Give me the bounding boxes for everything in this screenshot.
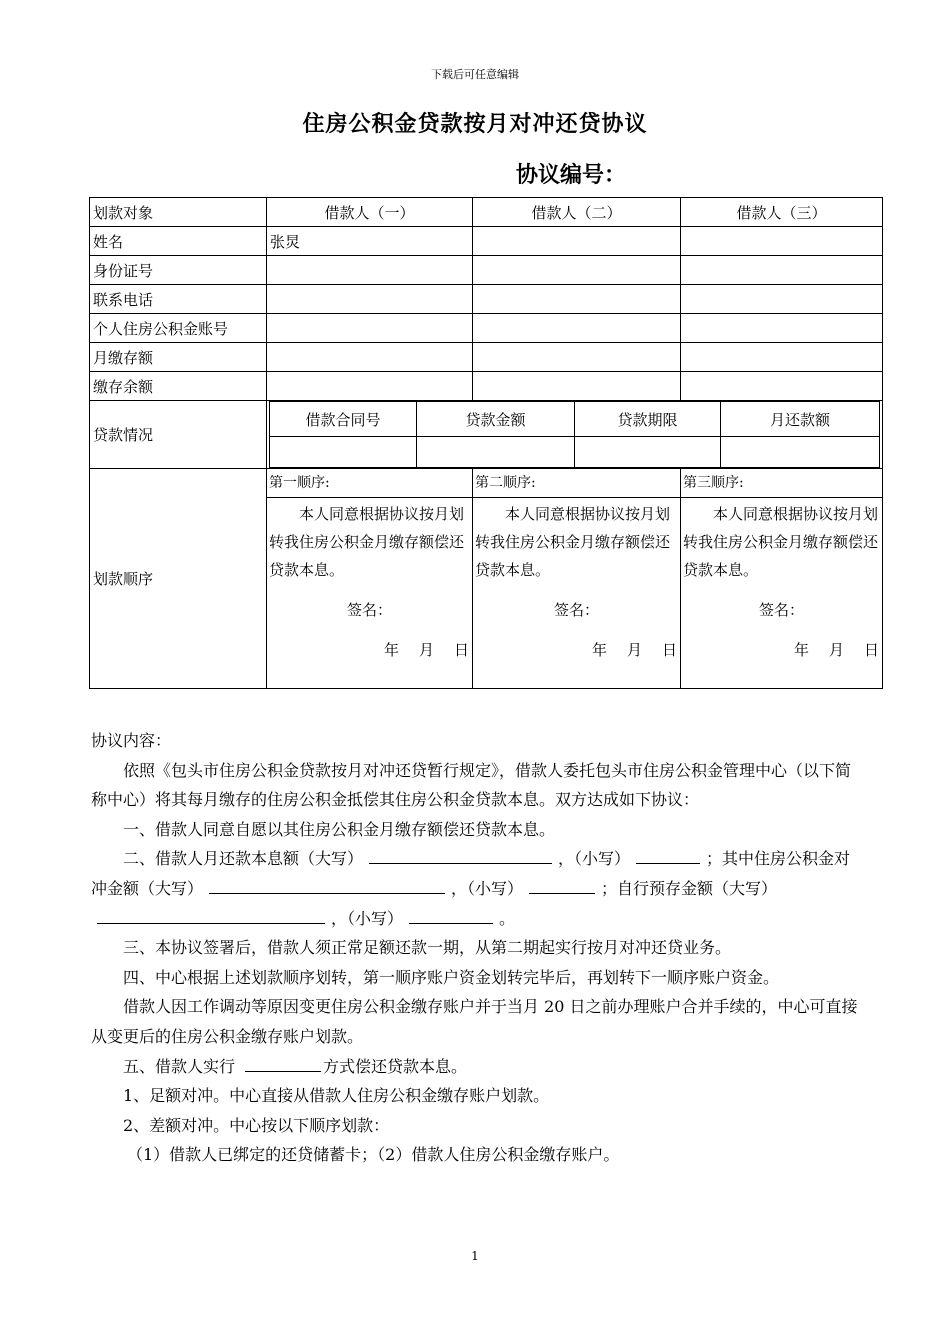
order-2-head: 第二顺序: — [473, 469, 680, 498]
loan-header-contract-no: 借款合同号 — [270, 402, 417, 437]
header-note: 下载后可任意编辑 — [431, 68, 519, 81]
row-label-account: 个人住房公积金账号 — [90, 314, 267, 343]
loan-header-amount: 贷款金额 — [417, 402, 575, 437]
row-label-phone: 联系电话 — [90, 285, 267, 314]
loan-details — [267, 401, 883, 469]
table-row — [90, 372, 883, 401]
order-2 — [473, 469, 681, 689]
col-header-target: 划款对象 — [90, 198, 267, 227]
borrower-2-id[interactable] — [473, 256, 681, 285]
order-1-date[interactable]: 年 月 日 — [383, 641, 469, 659]
order-3-text: 本人同意根据协议按月划转我住房公积金月缴存额偿还贷款本息。 — [683, 505, 879, 579]
borrower-table — [89, 197, 883, 689]
borrower-2-phone[interactable] — [473, 285, 681, 314]
borrower-2-account[interactable] — [473, 314, 681, 343]
table-row — [90, 343, 883, 372]
self-deposit-lower-blank[interactable] — [409, 907, 493, 924]
borrower-2-monthly-deposit[interactable] — [473, 343, 681, 372]
borrower-2-header: 借款人（二） — [473, 198, 681, 227]
order-2-text: 本人同意根据协议按月划转我住房公积金月缴存额偿还贷款本息。 — [475, 505, 671, 579]
borrower-3-balance[interactable] — [681, 372, 883, 401]
order-1-signature[interactable]: 签名： — [346, 601, 392, 619]
loan-contract-no-input[interactable] — [270, 437, 417, 468]
row-label-id: 身份证号 — [90, 256, 267, 285]
row-label-name: 姓名 — [90, 227, 267, 256]
loan-amount-input[interactable] — [417, 437, 575, 468]
borrower-3-id[interactable] — [681, 256, 883, 285]
borrower-1-phone[interactable] — [267, 285, 473, 314]
content-paragraph-2: 一、借款人同意自愿以其住房公积金月缴存额偿还贷款本息。 — [123, 819, 556, 839]
order-2-signature[interactable]: 签名： — [553, 601, 599, 619]
order-3-date[interactable]: 年 月 日 — [793, 641, 879, 659]
loan-term-input[interactable] — [575, 437, 721, 468]
loan-header-term: 贷款期限 — [575, 402, 721, 437]
row-label-order: 划款顺序 — [90, 469, 267, 689]
content-paragraph-8: 1、足额对冲。中心直接从借款人住房公积金缴存账户划款。 — [123, 1086, 550, 1106]
page-number: 1 — [471, 1249, 479, 1263]
borrower-1-header: 借款人（一） — [267, 198, 473, 227]
agreement-content — [91, 726, 859, 1170]
table-row — [90, 314, 883, 343]
borrower-3-account[interactable] — [681, 314, 883, 343]
borrower-3-monthly-deposit[interactable] — [681, 343, 883, 372]
row-label-monthly-deposit: 月缴存额 — [90, 343, 267, 372]
loan-monthly-payment-input[interactable] — [721, 437, 880, 468]
content-paragraph-5: 四、中心根据上述划款顺序划转，第一顺序账户资金划转完毕后，再划转下一顺序账户资金。 — [123, 967, 780, 987]
table-row — [90, 227, 883, 256]
content-heading: 协议内容： — [91, 731, 172, 750]
loan-header-monthly-payment: 月还款额 — [721, 402, 880, 437]
order-3 — [681, 469, 883, 689]
order-1-text: 本人同意根据协议按月划转我住房公积金月缴存额偿还贷款本息。 — [269, 505, 465, 579]
content-paragraph-4: 三、本协议签署后，借款人须正常足额还款一期，从第二期起实行按月对冲还贷业务。 — [123, 938, 732, 958]
document-title: 住房公积金贷款按月对冲还贷协议 — [302, 111, 648, 137]
content-paragraph-9: 2、差额对冲。中心按以下顺序划款： — [123, 1115, 390, 1135]
borrower-1-id[interactable] — [267, 256, 473, 285]
table-row — [90, 285, 883, 314]
borrower-3-name[interactable] — [681, 227, 883, 256]
borrower-2-balance[interactable] — [473, 372, 681, 401]
borrower-1-name[interactable]: 张炅 — [267, 227, 473, 256]
repayment-total-upper-blank[interactable] — [369, 847, 552, 864]
borrower-3-header: 借款人（三） — [681, 198, 883, 227]
order-3-head: 第三顺序: — [681, 469, 882, 498]
borrower-1-balance[interactable] — [267, 372, 473, 401]
order-2-date[interactable]: 年 月 日 — [591, 641, 677, 659]
order-3-signature[interactable]: 签名： — [758, 601, 804, 619]
content-paragraph-7: 五、借款人实行 方式偿还贷款本息。 — [123, 1056, 468, 1076]
borrower-1-account[interactable] — [267, 314, 473, 343]
content-paragraph-10: （1）借款人已绑定的还贷储蓄卡；（2）借款人住房公积金缴存账户。 — [127, 1145, 620, 1165]
content-paragraph-6: 借款人因工作调动等原因变更住房公积金缴存账户并于当月 20 日之前办理账户合并手续的，中心可直接从变更后的住房公积金缴存账户划款。 — [91, 997, 858, 1046]
borrower-1-monthly-deposit[interactable] — [267, 343, 473, 372]
table-row — [90, 256, 883, 285]
row-label-balance: 缴存余额 — [90, 372, 267, 401]
content-paragraph-3: 二、借款人月还款本息额（大写） ，（小写） ；其中住房公积金对冲金额（大写） ，（小写） ；自行预存金额（大写），（小写） 。 — [91, 849, 851, 928]
offset-amount-upper-blank[interactable] — [209, 877, 445, 894]
order-1 — [267, 469, 473, 689]
repayment-method-blank[interactable] — [245, 1055, 321, 1072]
self-deposit-upper-blank[interactable] — [97, 907, 325, 924]
order-1-head: 第一顺序: — [267, 469, 472, 498]
agreement-number-label: 协议编号： — [516, 162, 627, 188]
repayment-total-lower-blank[interactable] — [636, 847, 700, 864]
offset-amount-lower-blank[interactable] — [529, 877, 595, 894]
borrower-2-name[interactable] — [473, 227, 681, 256]
content-paragraph-1: 依照《包头市住房公积金贷款按月对冲还贷暂行规定》，借款人委托包头市住房公积金管理中心（以下简称中心）将其每月缴存的住房公积金抵偿其住房公积金贷款本息。双方达成如下协议： — [91, 760, 852, 810]
row-label-loan: 贷款情况 — [90, 401, 267, 469]
borrower-3-phone[interactable] — [681, 285, 883, 314]
